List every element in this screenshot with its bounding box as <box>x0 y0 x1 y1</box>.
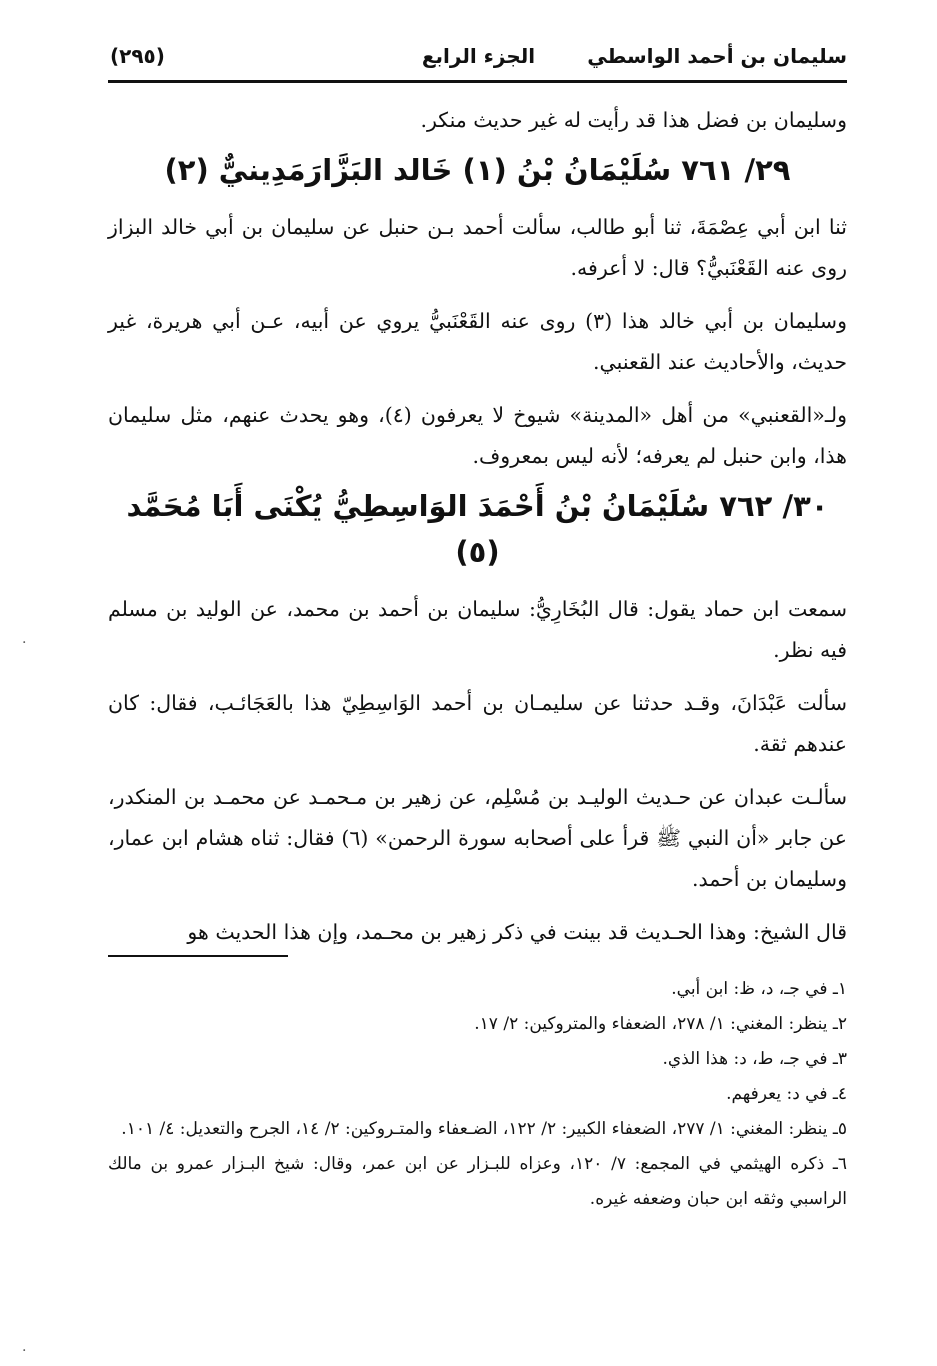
page-number: (٢٩٥) <box>110 44 165 68</box>
header-author: سليمان بن أحمد الواسطي <box>587 44 847 68</box>
header-rule <box>108 80 847 83</box>
footnote-3: ٣ـ في جـ، ط، د: هذا الذي. <box>662 1049 847 1069</box>
paragraph-1: وسليمان بن فضل هذا قد رأيت له غير حديث منكر. <box>420 108 847 132</box>
paragraph-8: قال الشيخ: وهذا الحـديث قد بينت في ذكر زهير بن محـمد، وإن هذا الحديث هو <box>187 920 847 944</box>
footnote-6: ٦ـ ذكره الهيثمي في المجمع: ٧/ ١٢٠، وعزاه للبـزار عن ابن عمر، وقال: شيخ البـزار عمرو بن مالك الراسبي وثقه ابن حبان وضعفه غيره. <box>108 1154 847 1209</box>
paragraph-3: وسليمان بن أبي خالد هذا (٣) روى عنه القَعْنَبيُّ يروي عن أبيه، عـن أبي هريرة، غير حديث، والأحاديث عند القعنبي. <box>108 309 847 374</box>
scan-speck: . <box>22 631 27 647</box>
entry-title-761: ٢٩/ ٧٦١ سُلَيْمَانُ بْنُ (١) خَالد البَزَّارَمَدِينيٌّ (٢) <box>164 153 791 187</box>
footnote-rule <box>108 955 288 957</box>
paragraph-2: ثنا ابن أبي عِصْمَةَ، ثنا أبو طالب، سألت أحمد بـن حنبل عن سليمان بن أبي خالد البزاز روى عنه القَعْنَبيُّ؟ قال: لا أعرفه. <box>108 215 847 280</box>
paragraph-5: سمعت ابن حماد يقول: قال البُخَارِيُّ: سليمان بن أحمد بن محمد، عن الوليد بن مسلم فيه نظر. <box>108 597 847 662</box>
entry-title-762: ٣٠/ ٧٦٢ سُلَيْمَانُ بْنُ أَحْمَدَ الوَاسِطِيُّ يُكْنَى أَبَا مُحَمَّد (٥) <box>126 489 829 569</box>
header-volume: الجزء الرابع <box>421 44 536 68</box>
paragraph-6: سألت عَبْدَانَ، وقـد حدثنا عن سليمـان بن أحمد الوَاسِطِيّ هذا بالعَجَائـب، فقال: كان عندهم ثقة. <box>108 691 847 756</box>
running-header <box>110 36 847 80</box>
footnote-2: ٢ـ ينظر: المغني: ١/ ٢٧٨، الضعفاء والمتروكين: ٢/ ١٧. <box>474 1014 847 1034</box>
paragraph-4: ولـ«القعنبي» من أهل «المدينة» شيوخ لا يعرفون (٤)، وهو يحدث عنهم، مثل سليمان هذا، وابن حنبل لم يعرفه؛ لأنه ليس بمعروف. <box>108 403 847 468</box>
main-text <box>108 100 847 953</box>
footnote-4: ٤ـ في د: يعرفهم. <box>726 1084 847 1104</box>
footnotes <box>108 972 847 1217</box>
footnote-5: ٥ـ ينظر: المغني: ١/ ٢٧٧، الضعفاء الكبير: ٢/ ١٢٢، الضـعفاء والمتـروكين: ٢/ ١٤، الجرح والتعديل: ٤/ ١٠١. <box>121 1119 847 1139</box>
paragraph-7: سألـت عبدان عن حـديث الوليـد بن مُسْلِم، عن زهير بن مـحمـد عن محمـد بن المنكدر، عن جابر «أن النبي ﷺ قرأ على أصحابه سورة الرحمن» (٦) فقال: ثناه هشام ابن عمار، وسليمان بن أحمد. <box>108 785 847 891</box>
footnote-1: ١ـ في جـ، د، ظ: ابن أبي. <box>671 979 847 999</box>
scan-speck: . <box>22 1339 27 1355</box>
